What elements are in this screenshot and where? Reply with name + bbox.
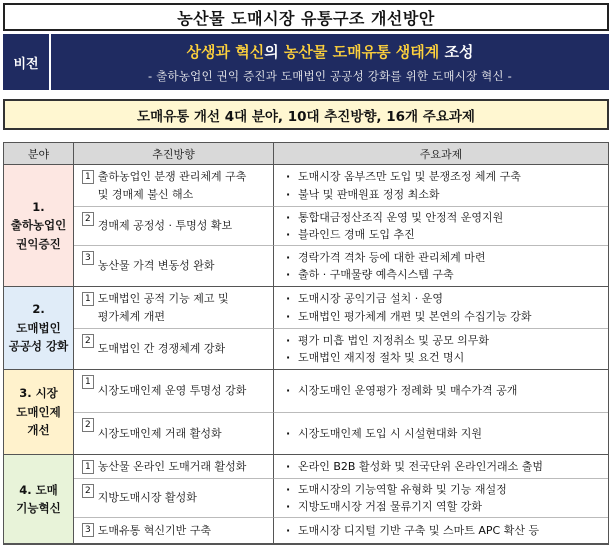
direction-text: 농산물 가격 변동성 완화 — [97, 259, 215, 273]
direction-number: 2 — [82, 212, 94, 226]
task-cell — [274, 370, 608, 413]
direction-cell — [74, 246, 274, 287]
strategy-table — [3, 142, 609, 545]
direction-text: 경매제 공정성 · 투명성 확보 — [97, 219, 233, 233]
direction-number: 2 — [82, 484, 94, 498]
vision-statement — [187, 41, 474, 62]
vision-banner — [3, 34, 609, 90]
area-label: 1. 출하농업인 권익증진 — [10, 199, 67, 251]
vision-ending: 조성 — [439, 42, 474, 61]
direction-number: 2 — [82, 418, 94, 432]
direction-text: 시장도매인제 운영 투명성 강화 — [97, 384, 247, 398]
direction-number: 3 — [82, 251, 94, 265]
direction-text: 농산물 온라인 도매거래 활성화 — [97, 459, 247, 473]
direction-cell — [74, 207, 274, 246]
task-cell — [274, 246, 608, 287]
vision-highlight-2: 농산물 도매유통 생태계 — [283, 42, 440, 61]
task-item: · 도매시장 옴부즈만 도입 및 분쟁조정 체계 구축 — [286, 168, 602, 185]
header-task: 주요과제 — [274, 143, 608, 165]
area-cell — [4, 287, 74, 370]
header-direction: 추진방향 — [74, 143, 274, 165]
direction-text: 지방도매시장 활성화 — [97, 491, 197, 505]
task-cell — [274, 165, 608, 207]
vision-label: 비전 — [3, 34, 51, 90]
task-item: · 온라인 B2B 활성화 및 전국단위 온라인거래소 출범 — [286, 458, 602, 475]
direction-number: 3 — [82, 523, 94, 537]
task-item: · 출하 · 구매물량 예측시스템 구축 — [286, 266, 602, 283]
task-item: · 시장도매인제 도입 시 시설현대화 지원 — [286, 425, 602, 442]
direction-cell — [74, 165, 274, 207]
vision-body — [51, 34, 609, 90]
task-cell — [274, 287, 608, 329]
area-cell — [4, 165, 74, 287]
direction-number: 1 — [82, 170, 94, 184]
header-area: 분야 — [4, 143, 74, 165]
task-cell — [274, 455, 608, 479]
task-cell — [274, 479, 608, 518]
page-title: 농산물 도매시장 유통구조 개선방안 — [3, 3, 609, 31]
area-cell — [4, 455, 74, 544]
direction-text: 출하농업인 분쟁 관리체계 구축 및 경매제 불신 해소 — [97, 170, 247, 201]
direction-number: 1 — [82, 292, 94, 306]
task-item: · 도매법인 재지정 절차 및 요건 명시 — [286, 349, 602, 366]
task-item: · 시장도매인 운영평가 정례화 및 매수가격 공개 — [286, 382, 602, 399]
task-item: · 도매시장 공익기금 설치 · 운영 — [286, 290, 602, 307]
direction-number: 1 — [82, 375, 94, 389]
task-cell — [274, 207, 608, 246]
task-cell — [274, 518, 608, 544]
task-cell — [274, 413, 608, 455]
area-label: 2. 도매법인 공공성 강화 — [8, 302, 69, 354]
task-item: · 블라인드 경매 도입 추진 — [286, 226, 602, 243]
area-label: 3. 시장 도매인제 개선 — [16, 386, 61, 438]
task-item: · 평가 미흡 법인 지정취소 및 공모 의무화 — [286, 332, 602, 349]
summary-banner: 도매유통 개선 4대 분야, 10대 추진방향, 16개 주요과제 — [3, 99, 609, 130]
direction-number: 1 — [82, 460, 94, 474]
task-item: · 통합대금정산조직 운영 및 안정적 운영지원 — [286, 209, 602, 226]
area-cell — [4, 370, 74, 455]
direction-cell — [74, 287, 274, 329]
area-label: 4. 도매 기능혁신 — [16, 482, 61, 515]
direction-cell — [74, 518, 274, 544]
task-item: · 도매법인 평가체계 개편 및 본연의 수집기능 강화 — [286, 308, 602, 325]
direction-cell — [74, 370, 274, 413]
vision-highlight-1: 상생과 혁신 — [186, 42, 265, 61]
task-item: · 지방도매시장 거점 물류기지 역할 강화 — [286, 498, 602, 515]
task-cell — [274, 329, 608, 370]
direction-text: 시장도매인제 거래 활성화 — [97, 426, 222, 440]
direction-text: 도매법인 간 경쟁체계 강화 — [97, 342, 226, 356]
direction-cell — [74, 455, 274, 479]
direction-cell — [74, 329, 274, 370]
direction-number: 2 — [82, 334, 94, 348]
direction-cell — [74, 479, 274, 518]
vision-subtitle: - 출하농업인 권익 증진과 도매법인 공공성 강화를 위한 도매시장 혁신 - — [148, 68, 512, 83]
task-item: · 도매시장 디지털 기반 구축 및 스마트 APC 확산 등 — [286, 522, 602, 539]
vision-connector: 의 — [264, 42, 284, 61]
task-item: · 불낙 및 판매원표 정정 최소화 — [286, 186, 602, 203]
task-item: · 도매시장의 기능역할 유형화 및 기능 재설정 — [286, 481, 602, 498]
direction-text: 도매법인 공적 기능 제고 및 평가체계 개편 — [97, 292, 229, 323]
task-item: · 경락가격 격차 등에 대한 관리체계 마련 — [286, 249, 602, 266]
direction-cell — [74, 413, 274, 455]
direction-text: 도매유통 혁신기반 구축 — [97, 523, 211, 537]
